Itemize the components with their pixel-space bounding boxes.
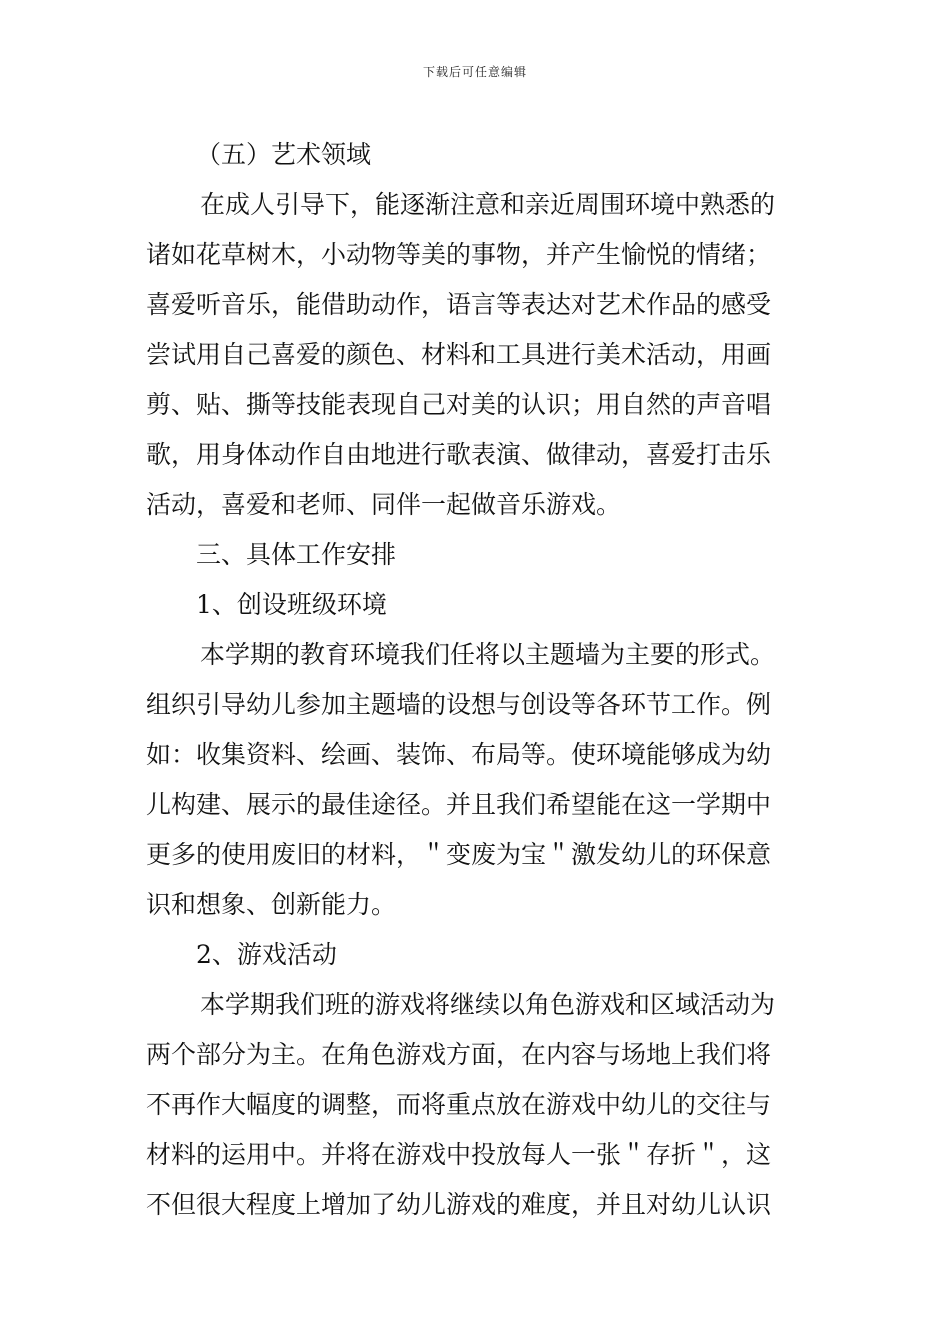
text-line: 1、创设班级环境: [196, 590, 387, 619]
text-line: 不再作大幅度的调整，而将重点放在游戏中幼儿的交往与: [146, 1090, 772, 1119]
text-line: （五）艺术领域: [196, 140, 372, 169]
text-line: 如：收集资料、绘画、装饰、布局等。使环境能够成为幼: [146, 740, 772, 769]
text-line: 两个部分为主。在角色游戏方面，在内容与场地上我们将: [146, 1040, 772, 1069]
text-line: 不但很大程度上增加了幼儿游戏的难度，并且对幼儿认识: [146, 1190, 772, 1219]
text-line: 组织引导幼儿参加主题墙的设想与创设等各环节工作。例: [146, 690, 772, 719]
text-line: 更多的使用废旧的材料，＂变废为宝＂激发幼儿的环保意: [146, 840, 772, 869]
text-line: 活动，喜爱和老师、同伴一起做音乐游戏。: [146, 490, 622, 519]
page-header: 下载后可任意编辑: [422, 65, 527, 79]
text-line: 识和想象、创新能力。: [146, 890, 397, 919]
text-line: 材料的运用中。并将在游戏中投放每人一张＂存折＂，这: [146, 1140, 772, 1169]
text-line: 在成人引导下，能逐渐注意和亲近周围环境中熟悉的: [200, 190, 776, 219]
text-line: 剪、贴、撕等技能表现自己对美的认识；用自然的声音唱: [146, 390, 772, 419]
text-line: 本学期的教育环境我们任将以主题墙为主要的形式。: [200, 640, 776, 669]
text-line: 尝试用自己喜爱的颜色、材料和工具进行美术活动，用画: [146, 340, 772, 369]
text-line: 本学期我们班的游戏将继续以角色游戏和区域活动为: [200, 990, 776, 1019]
text-line: 儿构建、展示的最佳途径。并且我们希望能在这一学期中: [146, 790, 772, 819]
text-line: 诸如花草树木，小动物等美的事物，并产生愉悦的情绪；: [146, 240, 772, 269]
text-line: 喜爱听音乐，能借助动作，语言等表达对艺术作品的感受: [146, 290, 772, 319]
text-line: 三、具体工作安排: [196, 540, 397, 569]
text-line: 歌，用身体动作自由地进行歌表演、做律动，喜爱打击乐: [146, 440, 772, 469]
text-line: 2、游戏活动: [196, 940, 337, 969]
document-body: [146, 130, 808, 1230]
